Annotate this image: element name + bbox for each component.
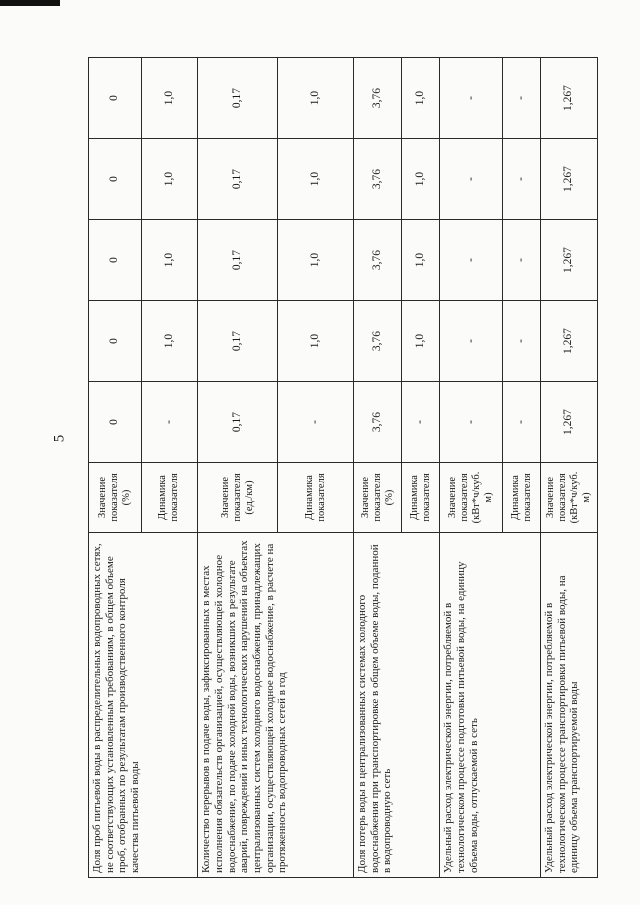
value-cell: - xyxy=(440,382,503,463)
value-cell: 3,76 xyxy=(354,220,402,301)
metric-label: Динамика показателя xyxy=(141,463,198,533)
value-cell: 1,0 xyxy=(402,139,440,220)
table-row xyxy=(440,58,503,878)
rotated-table-container xyxy=(88,58,598,878)
value-cell: 1,0 xyxy=(141,220,198,301)
value-cell: 3,76 xyxy=(354,58,402,139)
metric-label: Динамика показателя xyxy=(402,463,440,533)
value-cell: 1,267 xyxy=(541,220,598,301)
value-cell: - xyxy=(503,220,541,301)
value-cell: - xyxy=(503,139,541,220)
value-cell: - xyxy=(503,58,541,139)
value-cell: 1,0 xyxy=(141,301,198,382)
value-cell: 1,0 xyxy=(402,58,440,139)
value-cell: 1,267 xyxy=(541,139,598,220)
value-cell: 1,0 xyxy=(402,301,440,382)
metric-label: Значение показателя (%) xyxy=(354,463,402,533)
row-description: Количество перерывов в подаче воды, зафиксированных в местах исполнения обязательств организацией, осуществляющей холодное водоснабжение, по подаче холодной воды, возникших в результате аварий, повреждений и иных технологических нарушений на объектах централизованных систем холодного водоснабжения, принадлежащих организации, осуществляющей холодное водоснабжение, в расчете на протяженность водопроводных сетей в год xyxy=(198,533,354,878)
table-row xyxy=(354,58,402,878)
row-description: Удельный расход электрической энергии, потребляемой в технологическом процессе транспортировки питьевой воды, на единицу объема транспортируемой воды xyxy=(541,533,598,878)
value-cell: 3,76 xyxy=(354,301,402,382)
table-row xyxy=(89,58,142,878)
value-cell: 3,76 xyxy=(354,139,402,220)
value-cell: - xyxy=(440,58,503,139)
table-row xyxy=(541,58,598,878)
scan-edge-mark xyxy=(0,0,60,6)
value-cell: 0,17 xyxy=(198,220,278,301)
value-cell: - xyxy=(402,382,440,463)
row-description: Удельный расход электрической энергии, потребляемой в технологическом процессе подготовки питьевой воды, на единицу объема воды, отпускаемой в сеть xyxy=(440,533,541,878)
value-cell: 1,0 xyxy=(278,220,354,301)
value-cell: 1,0 xyxy=(278,301,354,382)
value-cell: 0 xyxy=(89,58,142,139)
metric-label: Значение показателя (кВт*ч/куб. м) xyxy=(440,463,503,533)
value-cell: - xyxy=(503,382,541,463)
value-cell: 0,17 xyxy=(198,139,278,220)
metric-label: Динамика показателя xyxy=(503,463,541,533)
metric-label: Динамика показателя xyxy=(278,463,354,533)
value-cell: 1,0 xyxy=(141,139,198,220)
value-cell: 1,0 xyxy=(141,58,198,139)
row-description: Доля потерь воды в централизованных системах холодного водоснабжения при транспортировке в общем объеме воды, поданной в водопроводную сеть xyxy=(354,533,440,878)
value-cell: 0 xyxy=(89,139,142,220)
value-cell: 1,0 xyxy=(402,220,440,301)
value-cell: 0,17 xyxy=(198,382,278,463)
value-cell: 0 xyxy=(89,220,142,301)
value-cell: - xyxy=(440,139,503,220)
metric-label: Значение показателя (кВт*ч/куб. м) xyxy=(541,463,598,533)
value-cell: 1,267 xyxy=(541,58,598,139)
page-number: 5 xyxy=(51,434,68,443)
value-cell: - xyxy=(440,301,503,382)
value-cell: 0 xyxy=(89,301,142,382)
value-cell: 1,267 xyxy=(541,382,598,463)
row-description: Доля проб питьевой воды в распределительных водопроводных сетях, не соответствующих установленным требованиям, в общем объеме проб, отобранных по результатам производственного контроля качества питьевой воды xyxy=(89,533,198,878)
metric-label: Значение показателя (ед./км) xyxy=(198,463,278,533)
value-cell: 0,17 xyxy=(198,301,278,382)
value-cell: - xyxy=(141,382,198,463)
value-cell: 1,0 xyxy=(278,58,354,139)
value-cell: - xyxy=(440,220,503,301)
value-cell: - xyxy=(278,382,354,463)
value-cell: 0 xyxy=(89,382,142,463)
metric-label: Значение показателя (%) xyxy=(89,463,142,533)
value-cell: - xyxy=(503,301,541,382)
value-cell: 1,0 xyxy=(278,139,354,220)
value-cell: 0,17 xyxy=(198,58,278,139)
indicators-table xyxy=(88,57,598,878)
value-cell: 3,76 xyxy=(354,382,402,463)
table-row xyxy=(198,58,278,878)
value-cell: 1,267 xyxy=(541,301,598,382)
